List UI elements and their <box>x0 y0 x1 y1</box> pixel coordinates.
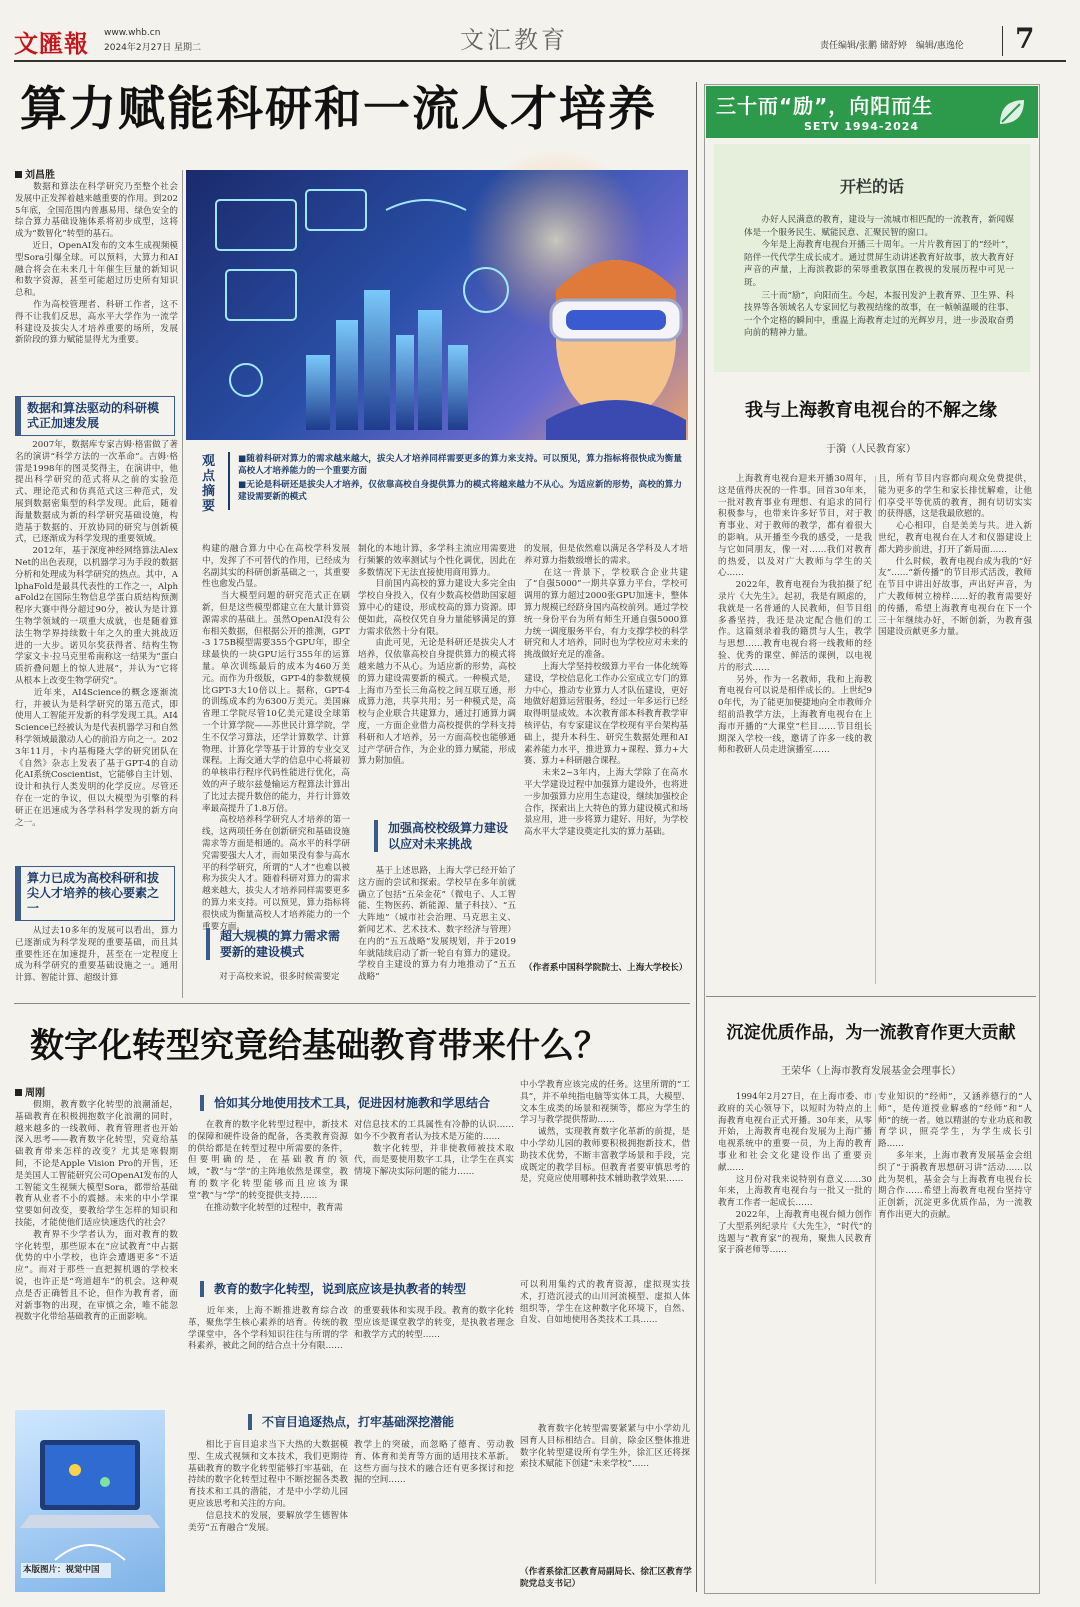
city-buildings <box>306 290 468 430</box>
viewpoint-label: 观点摘要 <box>202 454 216 514</box>
person-with-vr-headset <box>546 260 686 440</box>
masthead-url: www.whb.cn <box>104 28 161 38</box>
article1-col1-mid: 2007年，数据库专家吉姆·格雷做了著名的演讲“科学方法的一次革命”。吉姆·格雷是1998年的图灵奖得主，在演讲中，他提出科学研究的范式将从之前的实验范式、理论范式和仿真范式这三种范式，发展到数据密集型的科学发现。此后，随着海量数据成为新的科学研究基础设施，构造基于数据的、开放协同的研究与创新模式，已逐渐成为科学发现的重要领域。 2012年，基于深度神经网络算法AlexNet的出色表现，以机器学习为手段的数据分析和处理成为科学研究的热点。其中，AlphaFold是最具代表性的工作之一，AlphaFold2在国际生物信息学蛋白质结构预测程序大赛中得分超过90分，被认为是计算生物学领域的一项重大成就，也是随着算法生物学界持续数十年之久的重大挑战迈进的一大步。诺贝尔奖获得者、结构生物学家文卡·拉马克里希南称这一结果为“蛋白质折叠问题上的惊人进展”，并认为“它将从根本上改变生物学研究”。 近年来，AI4Science的概念逐渐流行，并被认为是科学研究的第五范式，即使用人工智能开发新的科学发现工具。AI4Science已经被认为是代表机器学习和自然科学领域最激动人心的前沿方向之一。2023年11月，卡内基梅隆大学的研究团队在《自然》杂志上发表了基于GPT-4的自动化AI系统Coscientist，它能够自主计划、设计和执行人类发明的化学反应。尽管还存在一定的争议，但以大模型为引擎的科研正在迅速成为各学科科学发现的新方向之一。 <box>15 440 178 828</box>
article2-signature: （作者系徐汇区教育局副局长、徐汇区教育学院党总支书记） <box>520 1567 692 1589</box>
article1-col3: 制化的本地计算，多学科主流应用需要进行频繁的效率测试与个性化调优，因此在多数情况下无法直接使用商用算力。 目前国内高校的算力建设大多完全由学校自身投入，仅有少数高校借助国家超算中心的建设，形成校高的算力资源。即便如此，高校仅凭自身力量能够满足的算力需求依然十分有限。 由此可见，无论是科研还是拔尖人才培养，仅依靠高校自身提供算力的模式将越来越力不从心。为适应新的形势，高校的算力建设需要新的模式。一种模式是，上海市乃至长三角高校之间互联互通，形成算力池，共享共用；另一种模式是，高校与企业联合共建算力，通过打通算力调度，一方面企业借力高校提供的学科支持科研和人才培养，另一方面高校也能够通过产学研合作，为企业的算力赋能，形成算力附加值。 <box>358 544 516 767</box>
column-rule <box>875 476 876 984</box>
article2-subhead-3: 不盲目追逐热点，打牢基础深挖潜能 <box>248 1414 518 1430</box>
article2-sec3-b: 教学上的突破，而忽略了德育、劳动教育、体育和美育等方面的适用技术革新。这些方面与技术的融合还有更多探讨和挖掘的空间…… <box>354 1440 514 1486</box>
column-rule <box>182 170 183 998</box>
article1-subhead-3: 超大规模的算力需求需要新的建设模式 <box>206 928 346 960</box>
sidebar-divider <box>706 996 1036 997</box>
article1-col4: 的发展，但是依然难以满足各学科及人才培养对算力指数级增长的需求。 在这一背景下，学校联合企业共建了“自强5000”一期共享算力平台，学校可调用的算力超过2000张GPU加速卡，整体算力规模已经跻身国内高校前列。通过学校统一身份平台为所有师生开通自强5000算力统一调度服务平台，有力支撑学校的科学研究和人才培养，同时也为学校应对未来的挑战做好充足的准备。 上海大学坚持校级算力平台一体化统筹建设，学校信息化工作办公室成立专门的算力中心，推动专业算力人才队伍建设，更好地做好超算运营服务，经过一年多运行已经取得明显成效。本次教育部本科教育教学审核评估，有专家建议在学校现有平台架构基础上，提升本科生、研究生数据处理和AI素养能力水平，推进算力+课程、算力+大赛、算力+科研融合课程。 未来2~3年内，上海大学除了在高水平大学建设过程中加强算力建设外，也将进一步加强算力应用生态建设，继续加强校企合作，探索出上大特色的算力建设模式和场景应用，进一步将算力建好、用好，为学校高水平大学建设奠定扎实的算力基础。 <box>524 544 688 838</box>
article2-author: 周刚 <box>15 1084 45 1099</box>
viewpoint-point-1: ■随着科研对算力的需求越来越大，拔尖人才培养同样需要更多的算力来支持。可以预见，算力指标将很快成为衡量高校人才培养能力的一个重要方面 <box>238 454 682 476</box>
essay2-author: 王荣华（上海市教育发展基金会理事长） <box>781 1066 961 1077</box>
masthead <box>0 0 1080 62</box>
essay2-col1: 1994年2月27日，在上海市委、市政府的关心领导下，以短时为特点的上海教育电视台正式开播。30年来，从零开始，上海教育电视台发展为上海广播电视系统中的重要一员，为上海的教育事业和社会文化建设作出了重要贡献…… 这月份对我来说特别有意义……30年来，上海教育电视台与一批又一批的教育工作者一起成长…… 2022年，上海教育电视台倾力创作了大型系列纪录片《大先生》，“时代”的选题与“教育家”的视角，聚焦人民教育家于漪老师等…… <box>718 1092 872 1256</box>
photo-credit: 本版图片：视觉中国 <box>21 1563 111 1578</box>
leaf-icon <box>994 94 1030 130</box>
article2-sec2-a: 近年来，上海不断推进教育综合改革，聚焦学生核心素养的培育。传统的教学课堂中，各个学科知识往往与所谓的学科素养，被此之间的结合点十分有限…… <box>188 1306 348 1352</box>
article2-headline: 数字化转型究竟给基础教育带来什么？ <box>30 1026 608 1066</box>
article2-subhead-2: 教育的数字化转型，说到底应该是执教者的转型 <box>200 1281 520 1297</box>
article1-col3-end: 基于上述思路，上海大学已经开始了这方面的尝试和探索。学校早在多年前就确立了包括“五朵金花”（微电子、人工智能、生物医药、新能源、量子科技）、“五大阵地”（城市社会治理、马克思主义、新闻艺术、艺术技术、数字经济与管理）在内的“五五战略”发展规划，并于2019年就陆续启动了新一轮自有算力的建设。学校自主建设的算力有力地推动了“五五战略” <box>358 866 516 983</box>
article1-col2-end: 对于高校来说，很多时候需要定 <box>202 972 340 982</box>
viewpoint-summary <box>186 448 688 514</box>
article1-illustration <box>186 170 688 440</box>
essay1-author: 于漪（人民教育家） <box>826 444 916 455</box>
article2-sec2-c: 可以利用集约式的教育资源，虚拟现实技术，打造沉浸式的山川河流模型、虚拟人体组织等，学生在这种数字化环境下，自然、自发、自如地使用各类技术工具…… <box>520 1280 690 1326</box>
column-rule <box>696 82 697 1592</box>
article2-sec1-c: 中小学教育应该完成的任务。这里所谓的“工具”，并不单纯指电脑等实体工具，大模型、文本生成类的场景和视频等，都应为学生的学习与教学提供帮助…… 诚然，实现教育数字化革新的前提，是中小学幼儿园的教师要积极拥抱新技术，借助技术优势，不断丰富教学场景和手段，完成既定的教学目标。但教育者要审慎思考的是，究竟应使用哪种技术辅助教学效果…… <box>520 1080 690 1185</box>
essay1-col2: 且，所有节目内容都向观众免费提供，能为更多的学生和家长排忧解难，让他们享受平等优质的教育，拥有切切实实的获得感，这是我最欣慰的。 心心相印，自是美美与共。进入新世纪，教育电视台在人才和仪器建设上都大跨步前进，打开了新局面…… 什么时候，教育电视台成为我的“好友”……“新传播”的节目形式活泼，教师在节目中讲出好故事，声出好声音，为广大教师树立榜样……好的教育需要好的传播，希望上海教育电视台在下一个三十年继续办好，不断创新，为教育强国建设贡献更多力量。 <box>878 474 1032 638</box>
banner-subtitle: SETV 1994-2024 <box>804 120 920 133</box>
article1-subhead-4: 加强高校校级算力建设以应对未来挑战 <box>374 820 514 852</box>
viewpoint-point-2: ■无论是科研还是拔尖人才培养，仅依靠高校自身提供算力的模式将越来越力不从心。为适应新的形势，高校的算力建设需要新的模式 <box>238 480 682 502</box>
article2-photo <box>15 1410 165 1592</box>
article1-col1-end: 从过去10多年的发展可以看出，算力已逐渐成为科学发现的重要基础，而且其重要性还在加速提升，甚至在一定程度上成为科学研究的重要基础设施之一。通用计算、智能计算、超级计算 <box>15 926 178 984</box>
page-number: 7 <box>1015 22 1035 55</box>
article1-subhead-1: 数据和算法驱动的科研模式正加速发展 <box>15 396 175 436</box>
article1-subhead-2: 算力已成为高校科研和拔尖人才培养的核心要素之一 <box>15 866 175 921</box>
article1-col2: 构建的融合算力中心在高校学科发展中，发挥了不可替代的作用，已经成为名副其实的科研创新基础之一，其重要性也愈发凸显。 当大模型问题的研究范式正在刷新，但是这些模型都建立在大量计算资源需求的基础上。虽然OpenAI没有公布相关数据，但根据公开的推测，GPT-3 175B模型需要355个GPU年，即全球最快的一块GPU运行355年的运算量。单次训练最后的成本为460万美元。而作为升级版，GPT-4的参数规模比GPT-3大10倍以上。据称，GPT-4的训练成本约为6300万美元。美国麻省理工学院尽管10亿美元建设全球第一个计算学院——苏世民计算学院，学生不仅学习算法，还学计算数学、计算物理、计算化学等基于计算的专业交叉课程。上海交通大学的信息中心将最初的单核串行程序代码性能进行优化，高效的声子玻尔兹曼输运方程算法计算出了比过去提升数倍的能力，并行计算效率最高提升了1.8万倍。 高校培养科学研究人才培养的第一线，这两项任务在创新研究和基础设施需求等方面是相通的。高水平的科学研究需要强大人才，而如果没有参与高水平的科学研究，所谓的“人才”也难以被称为拔尖人才。随着科研对算力的需求越来越大，拔尖人才培养同样需要更多的算力来支持。可以预见，算力指标将很快成为衡量高校人才培养能力的一个重要方面。 <box>202 544 350 932</box>
viewpoint-rule <box>228 452 230 510</box>
masthead-rule <box>14 60 1066 62</box>
article1-author: 刘昌胜 <box>15 166 55 181</box>
column-rule <box>875 1094 876 1584</box>
banner-title: 三十而“励”，向阳而生 <box>716 94 934 118</box>
editor-credits: 责任编辑/张鹏 储舒婷 编辑/惠逸伦 <box>820 41 964 51</box>
newspaper-logo: 文匯報 <box>14 29 89 58</box>
anniversary-banner <box>706 86 1038 138</box>
article2-sec2-b: 的重要载体和实现手段。教育的数字化转型应该是课堂教学的转变，是执教者理念和教学方式的转型…… <box>354 1306 514 1340</box>
article-divider <box>14 1003 690 1004</box>
masthead-date: 2024年2月27日 星期二 <box>104 43 201 53</box>
tech-scene-graphic <box>186 170 688 440</box>
article2-sec1-a: 在教育的数字化转型过程中，新技术的保障和硬件设备的配备，各类教育资源的供给都是在转型过程中所需要的条件，但要明确的是，在基础教育的领域，“教”与“学”的主阵地依然是课堂，教育的数字化转型能够而且应该为课堂“教”与“学”的转变提供支持…… 在推动数字化转型的过程中，教育需 <box>188 1120 348 1213</box>
article2-subhead-1: 恰如其分地使用技术工具，促进因材施教和学思结合 <box>200 1095 520 1111</box>
masthead-divider <box>1002 26 1003 56</box>
preface-title: 开栏的话 <box>839 177 904 196</box>
article1-signature: （作者系中国科学院院士、上海大学校长） <box>524 963 688 973</box>
article1-intro: 数据和算法在科学研究乃至整个社会发展中正发挥着越来越重要的作用。到2025年底，全国范围内普惠易用、绿色安全的综合算力基础设施体系将初步成型，这将成为“数智化”转型的基石。 近日，OpenAI发布的文本生成视频模型Sora引爆全球。可以预料，大算力和AI融合将会在未来几十年催生巨量的新知识和数字资源，甚至可能超过历史所有知识总和。 作为高校管理者、科研工作者，这不得不让我们反思，高水平大学作为一流学科建设及拔尖人才培养重要的场所，发展新阶段的算力赋能显得尤为重要。 <box>15 182 178 346</box>
essay1-col1: 上海教育电视台迎来开播30周年，这是值得庆祝的一件事。回首30年来，一批对教育事业有理想、有追求的同行积极参与，也带来许多好节目，对于教育事业、对于教师的教学，都有着很大的影响。从开播至今我的感受，一是我与它如同朋友，像一对……我们对教育的热爱，以及对广大教师与学生的关心…… 2022年，教育电视台为我拍摄了纪录片《大先生》。起初，我是有顾虑的，我就是一名普通的人民教师，但节目组多番坚持，我还是决定配合他们的工作。这篇刻录着我的籍贯与人生，教学与思想……教育电视台将一线教师的经验、优秀的课堂、鲜活的课例，以电视片的形式…… 另外，作为一名教师，我和上海教育电视台可以说是相伴成长的。上世纪90年代，为了能更加便捷地向全市教师介绍前沿教学方法，上海教育电视台在上海市开播的“大课堂”栏目……节目组长期深入学校一线，邀请了许多一线的教师和教研人员走进演播室…… <box>718 474 872 756</box>
article2-sec3-a: 相比于盲目追求当下大热的大数据模型、生成式视频和文本技术，我们更期待基础教育的数字化转型能够打牢基础，在持续的数字化转型过程中不断挖掘各类教育技术和工具的潜能，才是中小学幼儿园更应该思考和关注的方向。 信息技术的发展，要解放学生德智体美劳“五育融合”发展。 <box>188 1440 348 1533</box>
article1-headline: 算力赋能科研和一流人才培养 <box>20 82 657 137</box>
essay1-title: 我与上海教育电视台的不解之缘 <box>745 400 997 421</box>
preface-text: 办好人民满意的教育，建设与一流城市相匹配的一流教育，新闻媒体是一个服务民生、赋能民意、汇聚民智的窗口。 今年是上海教育电视台开播三十周年。一片片教育园丁的“经叶”，陪伴一代代学生成长成才。通过贯屏生动讲述教育好故事，放大教育好声音的声量，上海滨教影的荣辱重教氛围在教视的发展历程中可见一斑。 三十而“励”，向阳而生。今起，本报刊发沪上教育界、卫生界、科技界等各领域名人专家回忆与教视结缘的故事，在一帧帧温暖的往事、一个个定格的瞬间中，重温上海教育走过的光辉岁月，进一步汲取奋勇向前的精神力量。 <box>744 215 1014 339</box>
essay2-col2: 专业知识的“经师”，又涵养德行的“人师”，是传道授业解惑的“经师”和“人师”的统一者。她以精湛的专业功底和教育学识，照亮学生，为学生成长引路…… 多年来，上海市教育发展基金会组织了“于漪教育思想研习讲”活动……以此为契机，基金会与上海教育电视台长期合作……希望上海教育电视台坚持守正创新，沉淀更多优质作品，为一流教育作出更大的贡献。 <box>878 1092 1032 1220</box>
article2-sec3-c: 教育数字化转型需要紧紧与中小学幼儿园育人目标相结合。目前，除金区整体推进数字化转型建设所有学生外，徐汇区还将探索技术赋能下创建“未来学校”…… <box>520 1424 690 1470</box>
essay2-title: 沉淀优质作品，为一流教育作更大贡献 <box>726 1023 1016 1043</box>
article2-sec1-b: 对信息技术的工具属性有冷静的认识……如今不少教育者认为技术是万能的…… 数字化转型，并非使教师被技术取代，而是要使用数字工具，让学生在真实情境下解决实际问题的能力…… <box>354 1120 514 1178</box>
preface-box <box>714 144 1030 372</box>
section-title: 文汇教育 <box>460 26 568 54</box>
article2-col1: 假期，教育数字化转型的浪潮涌起，基础教育在积极拥抱数字化浪潮的同时，越来越多的一线教师、教育管理者也开始深入思考——教育数字化转型，究竟给基础教育带来怎样的改变？尤其是寒假期间，不论是Apple Vision Pro的开售，还是美国人工智能研究公司OpenAI发布的人工智能文生视频大模型Sora，都带给基础教育从业者不小的震撼。未来的中小学课堂要如何改变，要教给学生怎样的知识和技能，才能使他们适应快速迭代的社会？ 教育界不少学者认为，面对教育的数字化转型，那些原本在“应试教育”中占据优势的中小学校，也许会遭遇更多“不适应”。而对于那些一直把握机遇的学校来说，也许正是“弯道超车”的机会。这种观点是否正确暂且不论，但作为教育者，面对新事物的出现，在审慎之余，唯不能忽视数字化带给基础教育的正面影响。 <box>15 1100 178 1323</box>
